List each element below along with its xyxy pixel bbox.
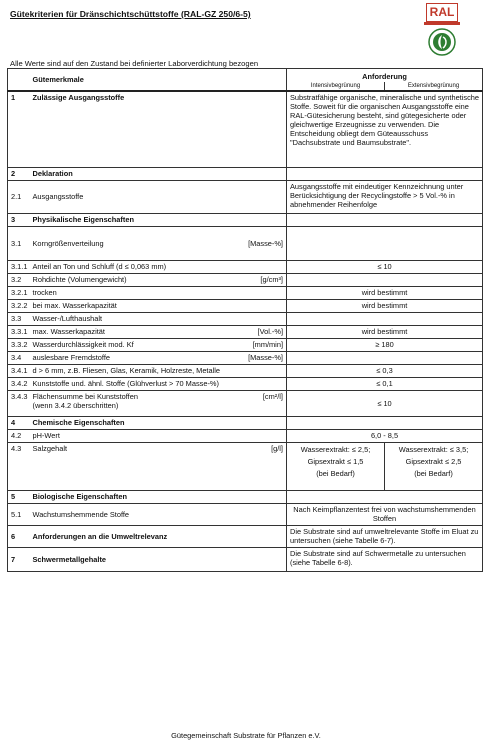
section-row: 7 Schwermetallgehalte Die Substrate sind auf Schwermetalle zu untersuchen (siehe Tabelle 6-8).: [8, 547, 483, 571]
unit-label: [Masse-%]: [248, 238, 283, 248]
table-row: 3.2.1 trocken wird bestimmt: [8, 286, 483, 299]
table-row: 3.4 [Masse-%] auslesbare Fremdstoffe: [8, 351, 483, 364]
table-row: 3.2.2 bei max. Wasserkapazität wird bestimmt: [8, 299, 483, 312]
table-row: 3.4.2 Kunststoffe und. ähnl. Stoffe (Glühverlust > 70 Masse-%) ≤ 0,1: [8, 377, 483, 390]
requirement-text: Substratfähige organische, mineralische und synthetische Stoffe. Soweit für die organischen Ausgangsstoffe eine RAL-Gütesicherung besteht, sind gütegesicherte oder gleichwertige Erzeugnisse zu verwenden. Die Entscheidung obliegt dem Güteausschuss "Dachsubstrate und Baumsubstrate".: [287, 91, 483, 167]
table-row: 4.3 [g/l] Salzgehalt Wasserextrakt: ≤ 2,5; Gipsextrakt ≤ 1,5 (bei Bedarf) Wasserextrakt: ≤ 3,5; Gipsextrakt ≤ 2,5 (bei Bedarf): [8, 442, 483, 490]
table-row: 3.4.3 [cm²/l] Flächensumme bei Kunststoffen (wenn 3.4.2 überschritten) ≤ 10: [8, 390, 483, 416]
intro-text: Alle Werte sind auf den Zustand bei definierter Laborverdichtung bezogen: [10, 59, 259, 68]
header-requirement: Anforderung: [287, 69, 483, 83]
document-title: Gütekriterien für Dränschichtschüttstoffe (RAL-GZ 250/6-5): [10, 9, 251, 19]
header-criteria: Gütemerkmale: [30, 69, 287, 92]
salt-intensive: Wasserextrakt: ≤ 2,5; Gipsextrakt ≤ 1,5 (bei Bedarf): [287, 442, 385, 490]
table-row: 4.2 pH-Wert 6,0 - 8,5: [8, 429, 483, 442]
table-row: 3.3.2 [mm/min] Wasserdurchlässigkeit mod. Kf ≥ 180: [8, 338, 483, 351]
table-row: 1 Zulässige Ausgangsstoffe Substratfähige organische, mineralische und synthetische Stoffe. Soweit für die organischen Ausgangsstoffe eine RAL-Gütesicherung besteht, sind gütegesicherte oder gleichwertige Erzeugnisse zu verwenden. Die Entscheidung obliegt dem Güteausschuss "Dachsubstrate und Baumsubstrate".: [8, 91, 483, 167]
section-row: 3 Physikalische Eigenschaften: [8, 213, 483, 226]
table-header: [8, 69, 483, 83]
footer-text: Gütegemeinschaft Substrate für Pflanzen e.V.: [171, 731, 321, 740]
salt-extensive: Wasserextrakt: ≤ 3,5; Gipsextrakt ≤ 2,5 (bei Bedarf): [385, 442, 483, 490]
criteria-table: [7, 68, 483, 572]
table-row: 3.1.1 Anteil an Ton und Schluff (d ≤ 0,063 mm) ≤ 10: [8, 260, 483, 273]
section-row: 5 Biologische Eigenschaften: [8, 490, 483, 503]
table-row: 3.3.1 [Vol.-%] max. Wasserkapazität wird bestimmt: [8, 325, 483, 338]
ral-logo: RAL: [426, 3, 458, 22]
section-row: 4 Chemische Eigenschaften: [8, 416, 483, 429]
quality-seal-icon: [428, 28, 456, 56]
section-row: 2 Deklaration: [8, 167, 483, 180]
section-row: 6 Anforderungen an die Umweltrelevanz Die Substrate sind auf umweltrelevante Stoffe im Eluat zu untersuchen (siehe Tabelle 6-7).: [8, 525, 483, 547]
table-row: 3.3 Wasser-/Lufthaushalt: [8, 312, 483, 325]
table-row: 3.2 [g/cm³] Rohdichte (Volumengewicht): [8, 273, 483, 286]
header-intensive: Intensivbegrünung: [287, 82, 385, 91]
table-row: 3.4.1 d > 6 mm, z.B. Fliesen, Glas, Keramik, Holzreste, Metalle ≤ 0,3: [8, 364, 483, 377]
table-row: 5.1 Wachstumshemmende Stoffe Nach Keimpflanzentest frei von wachstumshemmenden Stoffen: [8, 503, 483, 525]
table-row: 3.1 [Masse-%] Korngrößenverteilung: [8, 226, 483, 260]
header-extensive: Extensivbegrünung: [385, 82, 483, 91]
ral-logo-bar: [424, 22, 460, 25]
requirement-text: Ausgangsstoffe mit eindeutiger Kennzeichnung unter Berücksichtigung der Recyclingstoffe > 5 Vol.-% in abnehmender Reihenfolge: [287, 180, 483, 213]
table-row: 2.1 Ausgangsstoffe Ausgangsstoffe mit eindeutiger Kennzeichnung unter Berücksichtigung der Recyclingstoffe > 5 Vol.-% in abnehmender Reihenfolge: [8, 180, 483, 213]
